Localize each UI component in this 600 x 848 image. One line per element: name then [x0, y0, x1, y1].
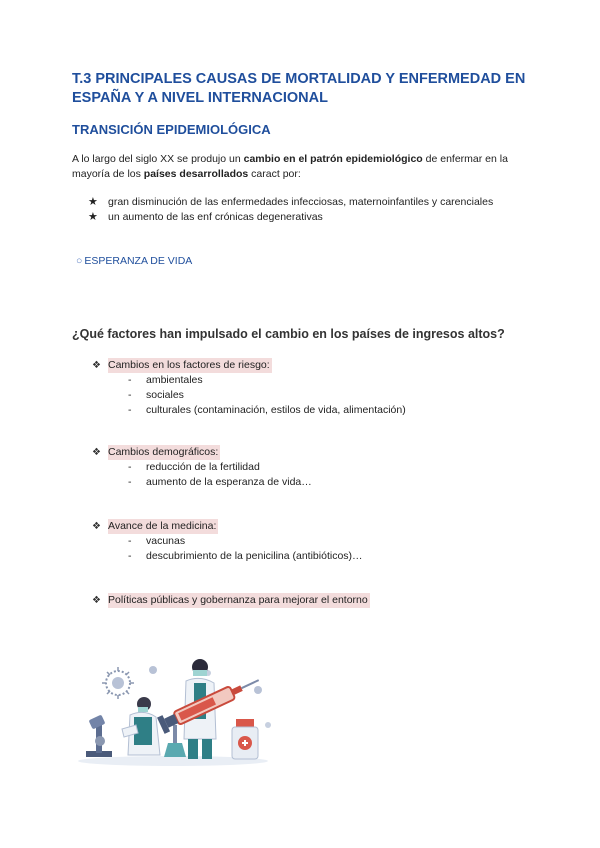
factor-bullet — [92, 358, 406, 373]
sub-item — [128, 403, 406, 418]
factor-block — [92, 445, 312, 490]
factor-bullet — [92, 593, 370, 608]
esperanza-text: ESPERANZA DE VIDA — [84, 255, 193, 267]
sub-item-text: vacunas — [146, 535, 186, 547]
sub-item-text: descubrimiento de la penicilina (antibióticos)… — [146, 550, 363, 562]
star-item-text: gran disminución de las enfermedades infecciosas, maternoinfantiles y carenciales — [108, 196, 494, 208]
intro-bold-2: países desarrollados — [143, 168, 249, 180]
sub-item — [128, 373, 406, 388]
factor-block — [92, 519, 363, 564]
sub-item — [128, 388, 406, 403]
dash-icon: - — [128, 535, 132, 547]
sub-item-text: sociales — [146, 389, 184, 401]
question-heading: ¿Qué factores han impulsado el cambio en los países de ingresos altos? — [72, 327, 505, 341]
factor-label: Políticas públicas y gobernanza para mejorar el entorno — [108, 594, 368, 606]
star-list-item — [88, 210, 493, 225]
dash-icon: - — [128, 461, 132, 473]
sub-item — [128, 534, 363, 549]
factor-bullet — [92, 445, 312, 460]
diamond-bullet-icon: ❖ — [92, 360, 101, 371]
virus-icon — [102, 667, 134, 699]
star-list-item — [88, 195, 493, 210]
dash-icon: - — [128, 550, 132, 562]
sub-item-text: reducción de la fertilidad — [146, 461, 260, 473]
dash-icon: - — [128, 389, 132, 401]
medical-illustration — [78, 655, 283, 767]
document-title: T.3 PRINCIPALES CAUSAS DE MORTALIDAD Y ENFERMEDAD EN ESPAÑA Y A NIVEL INTERNACIONAL — [72, 71, 526, 106]
star-icon: ★ — [88, 196, 98, 208]
intro-bold-1: cambio en el patrón epidemiológico — [243, 153, 423, 165]
sub-item — [128, 460, 312, 475]
factor-label: Cambios en los factores de riesgo: — [108, 359, 270, 371]
circle-bullet-icon: ○ — [76, 255, 83, 267]
star-list — [88, 195, 493, 225]
medicine-bottle-icon — [232, 719, 258, 759]
section-heading: TRANSICIÓN EPIDEMIOLÓGICA — [72, 122, 271, 137]
intro-text-1: A lo largo del siglo XX se produjo un — [72, 153, 244, 165]
factor-block — [92, 358, 406, 418]
diamond-bullet-icon: ❖ — [92, 595, 101, 606]
star-icon: ★ — [88, 211, 98, 223]
scientist-figure — [122, 697, 160, 755]
factor-bullet — [92, 519, 363, 534]
factor-label: Avance de la medicina: — [108, 520, 217, 532]
dash-icon: - — [128, 374, 132, 386]
microscope-icon — [86, 715, 112, 757]
sub-item-text: aumento de la esperanza de vida… — [146, 476, 312, 488]
dash-icon: - — [128, 476, 132, 488]
virus-icon — [149, 666, 157, 674]
esperanza-heading — [76, 255, 192, 267]
intro-text-3: caract por: — [248, 168, 301, 180]
intro-text-2: de enfermar en la mayoría de los — [72, 153, 508, 180]
virus-icon — [254, 686, 262, 694]
diamond-bullet-icon: ❖ — [92, 521, 101, 532]
star-item-text: un aumento de las enf crónicas degenerativas — [108, 211, 323, 223]
intro-paragraph — [72, 152, 542, 182]
virus-icon — [265, 722, 271, 728]
sub-item-text: culturales (contaminación, estilos de vida, alimentación) — [146, 404, 406, 416]
factor-block — [92, 593, 370, 608]
dash-icon: - — [128, 404, 132, 416]
sub-item — [128, 475, 312, 490]
sub-item-text: ambientales — [146, 374, 203, 386]
factor-label: Cambios demográficos: — [108, 446, 219, 458]
diamond-bullet-icon: ❖ — [92, 447, 101, 458]
sub-item — [128, 549, 363, 564]
